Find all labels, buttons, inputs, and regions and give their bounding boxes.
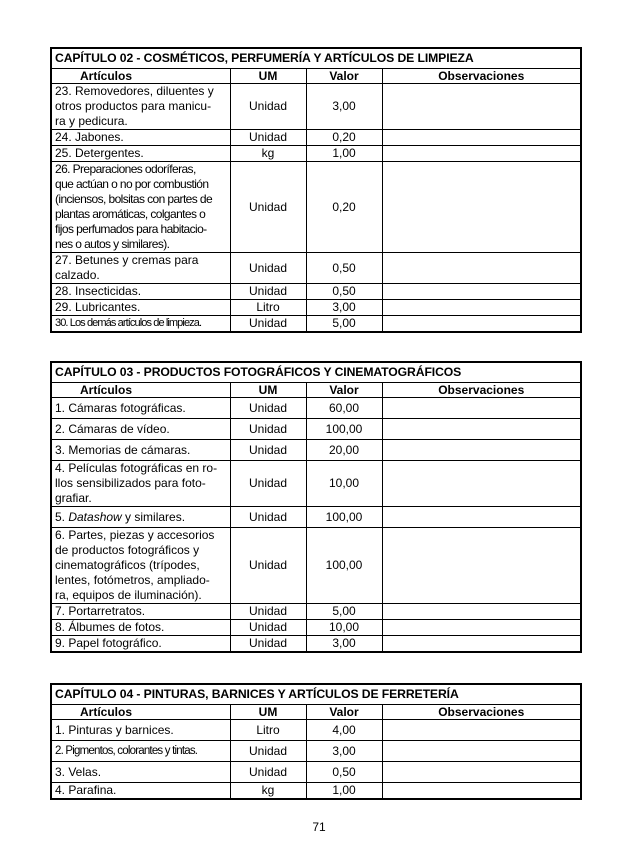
item-description: 4. Películas fotográficas en ro- llos sensibilizados para foto- grafiar. <box>52 461 230 507</box>
col-header-articulos: Artículos <box>52 69 230 84</box>
table-row <box>52 419 580 440</box>
item-description: 3. Velas. <box>52 762 230 783</box>
item-valor: 3,00 <box>306 636 382 652</box>
item-valor: 3,00 <box>306 84 382 130</box>
table-row <box>52 398 580 419</box>
col-header-valor: Valor <box>306 69 382 84</box>
col-header-um: UM <box>230 69 306 84</box>
col-header-valor: Valor <box>306 705 382 720</box>
col-header-um: UM <box>230 705 306 720</box>
table-row <box>52 461 580 507</box>
item-observaciones <box>382 783 580 799</box>
table-row <box>52 741 580 762</box>
item-observaciones <box>382 604 580 620</box>
items-table <box>52 69 580 331</box>
item-description: 4. Parafina. <box>52 783 230 799</box>
item-um: Unidad <box>230 84 306 130</box>
item-observaciones <box>382 528 580 604</box>
table-row <box>52 440 580 461</box>
item-description: 5. Datashow y similares. <box>52 507 230 528</box>
items-table <box>52 383 580 651</box>
table-row <box>52 604 580 620</box>
chapter-02-table <box>50 47 582 333</box>
table-row <box>52 620 580 636</box>
item-description: 9. Papel fotográfico. <box>52 636 230 652</box>
table-row <box>52 636 580 652</box>
item-um: kg <box>230 783 306 799</box>
item-description: 1. Cámaras fotográficas. <box>52 398 230 419</box>
item-valor: 5,00 <box>306 604 382 620</box>
chapter-04-table <box>50 683 582 800</box>
item-description: 3. Memorias de cámaras. <box>52 440 230 461</box>
item-um: Unidad <box>230 507 306 528</box>
item-description: 26. Preparaciones odoríferas, que actúan o no por combustión (inciensos, bolsitas con partes de plantas aromáticas, colgantes o fijos perfumados para habitacio- nes o autos y similares). <box>52 162 230 253</box>
item-valor: 100,00 <box>306 419 382 440</box>
table-row <box>52 284 580 300</box>
item-valor: 10,00 <box>306 620 382 636</box>
item-um: Unidad <box>230 253 306 284</box>
item-observaciones <box>382 461 580 507</box>
item-observaciones <box>382 636 580 652</box>
item-valor: 4,00 <box>306 720 382 741</box>
col-header-articulos: Artículos <box>52 705 230 720</box>
col-header-valor: Valor <box>306 383 382 398</box>
item-observaciones <box>382 316 580 332</box>
item-valor: 10,00 <box>306 461 382 507</box>
item-valor: 3,00 <box>306 741 382 762</box>
item-valor: 3,00 <box>306 300 382 316</box>
item-um: Unidad <box>230 461 306 507</box>
table-row <box>52 300 580 316</box>
table-row <box>52 130 580 146</box>
item-observaciones <box>382 84 580 130</box>
item-observaciones <box>382 300 580 316</box>
col-header-observaciones: Observaciones <box>382 705 580 720</box>
item-um: Litro <box>230 300 306 316</box>
table-row <box>52 146 580 162</box>
item-description: 6. Partes, piezas y accesorios de productos fotográficos y cinematográficos (trípodes, lentes, fotómetros, ampliado- ra, equipos de iluminación). <box>52 528 230 604</box>
item-observaciones <box>382 440 580 461</box>
item-description: 29. Lubricantes. <box>52 300 230 316</box>
item-description: 1. Pinturas y barnices. <box>52 720 230 741</box>
item-observaciones <box>382 419 580 440</box>
item-valor: 0,20 <box>306 162 382 253</box>
item-valor: 20,00 <box>306 440 382 461</box>
item-observaciones <box>382 253 580 284</box>
item-um: Unidad <box>230 162 306 253</box>
item-um: Unidad <box>230 620 306 636</box>
item-observaciones <box>382 398 580 419</box>
item-valor: 1,00 <box>306 146 382 162</box>
table-row <box>52 316 580 332</box>
item-description: 27. Betunes y cremas para calzado. <box>52 253 230 284</box>
item-um: Litro <box>230 720 306 741</box>
item-observaciones <box>382 130 580 146</box>
item-description: 24. Jabones. <box>52 130 230 146</box>
col-header-articulos: Artículos <box>52 383 230 398</box>
item-um: Unidad <box>230 762 306 783</box>
items-table <box>52 705 580 798</box>
table-row <box>52 84 580 130</box>
table-row <box>52 253 580 284</box>
item-um: Unidad <box>230 419 306 440</box>
item-valor: 0,50 <box>306 253 382 284</box>
item-observaciones <box>382 620 580 636</box>
item-um: Unidad <box>230 316 306 332</box>
item-description: 28. Insecticidas. <box>52 284 230 300</box>
table-row <box>52 162 580 253</box>
item-description: 7. Portarretratos. <box>52 604 230 620</box>
chapter-title: CAPÍTULO 03 - PRODUCTOS FOTOGRÁFICOS Y CINEMATOGRÁFICOS <box>52 363 580 383</box>
item-observaciones <box>382 762 580 783</box>
page-number: 71 <box>312 820 326 834</box>
item-observaciones <box>382 146 580 162</box>
item-description: 2. Cámaras de vídeo. <box>52 419 230 440</box>
item-description: 2. Pigmentos, colorantes y tintas. <box>52 741 230 762</box>
item-valor: 0,20 <box>306 130 382 146</box>
col-header-um: UM <box>230 383 306 398</box>
col-header-observaciones: Observaciones <box>382 69 580 84</box>
item-observaciones <box>382 741 580 762</box>
chapter-title: CAPÍTULO 02 - COSMÉTICOS, PERFUMERÍA Y ARTÍCULOS DE LIMPIEZA <box>52 49 580 69</box>
item-valor: 100,00 <box>306 507 382 528</box>
item-um: kg <box>230 146 306 162</box>
item-valor: 1,00 <box>306 783 382 799</box>
item-observaciones <box>382 162 580 253</box>
item-description: 8. Álbumes de fotos. <box>52 620 230 636</box>
item-um: Unidad <box>230 440 306 461</box>
item-um: Unidad <box>230 741 306 762</box>
item-observaciones <box>382 720 580 741</box>
item-observaciones <box>382 507 580 528</box>
item-description: 23. Removedores, diluentes y otros productos para manicu- ra y pedicura. <box>52 84 230 130</box>
table-row <box>52 783 580 799</box>
table-row <box>52 720 580 741</box>
chapter-03-table <box>50 361 582 653</box>
item-um: Unidad <box>230 398 306 419</box>
item-valor: 5,00 <box>306 316 382 332</box>
col-header-observaciones: Observaciones <box>382 383 580 398</box>
table-row <box>52 528 580 604</box>
chapter-title: CAPÍTULO 04 - PINTURAS, BARNICES Y ARTÍCULOS DE FERRETERÍA <box>52 685 580 705</box>
table-row <box>52 507 580 528</box>
item-valor: 60,00 <box>306 398 382 419</box>
item-um: Unidad <box>230 636 306 652</box>
item-description: 30. Los demás artículos de limpieza. <box>52 316 230 332</box>
item-um: Unidad <box>230 528 306 604</box>
item-valor: 100,00 <box>306 528 382 604</box>
item-valor: 0,50 <box>306 284 382 300</box>
item-description: 25. Detergentes. <box>52 146 230 162</box>
item-valor: 0,50 <box>306 762 382 783</box>
item-um: Unidad <box>230 284 306 300</box>
item-um: Unidad <box>230 130 306 146</box>
item-um: Unidad <box>230 604 306 620</box>
item-observaciones <box>382 284 580 300</box>
table-row <box>52 762 580 783</box>
